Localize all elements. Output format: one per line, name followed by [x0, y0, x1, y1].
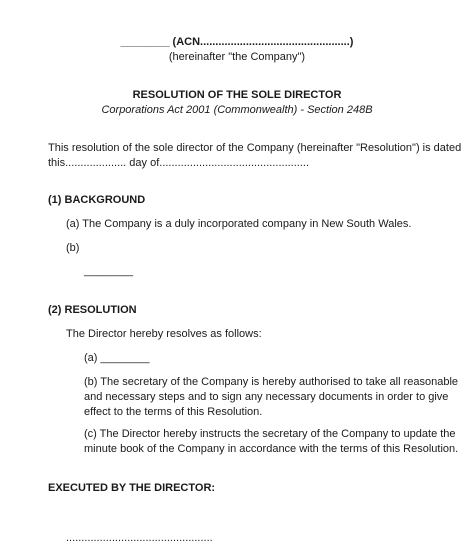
- intro-line-2: this.................... day of.................................................: [48, 157, 310, 169]
- hereinafter-line: (hereinafter "the Company"): [168, 51, 306, 63]
- acn-line: [0, 34, 474, 50]
- background-item-a: (a) The Company is a duly incorporated company in New South Wales.: [66, 218, 412, 230]
- resolution-item-c-line-1: (c) The Director hereby instructs the secretary of the Company to update the: [84, 428, 456, 440]
- intro-line-1: This resolution of the sole director of the Company (hereinafter "Resolution") is dated: [48, 142, 462, 154]
- background-item-b: (b): [66, 242, 80, 254]
- resolution-item-b-line-2: and necessary steps and to sign any necessary documents in order to give: [84, 391, 449, 403]
- resolution-intro: The Director hereby resolves as follows:: [66, 328, 262, 340]
- resolution-item-b-line-3: effect to the terms of this Resolution.: [84, 406, 263, 418]
- resolution-heading: (2) RESOLUTION: [48, 304, 137, 316]
- resolution-item-a: (a) ________: [84, 352, 150, 364]
- document-subtitle: Corporations Act 2001 (Commonwealth) - Section 248B: [101, 104, 373, 116]
- resolution-item-b-line-1: (b) The secretary of the Company is hereby authorised to take all reasonable: [84, 376, 458, 388]
- background-heading: (1) BACKGROUND: [48, 194, 146, 206]
- executed-heading: EXECUTED BY THE DIRECTOR:: [48, 482, 216, 494]
- acn-line-text: ________ (ACN.................................................): [120, 36, 354, 48]
- document-title: RESOLUTION OF THE SOLE DIRECTOR: [132, 89, 342, 101]
- background-blank: ________: [84, 265, 133, 277]
- signature-line: ................................................: [66, 532, 213, 544]
- resolution-item-c-line-2: minute book of the Company in accordance with the terms of this Resolution.: [84, 443, 459, 455]
